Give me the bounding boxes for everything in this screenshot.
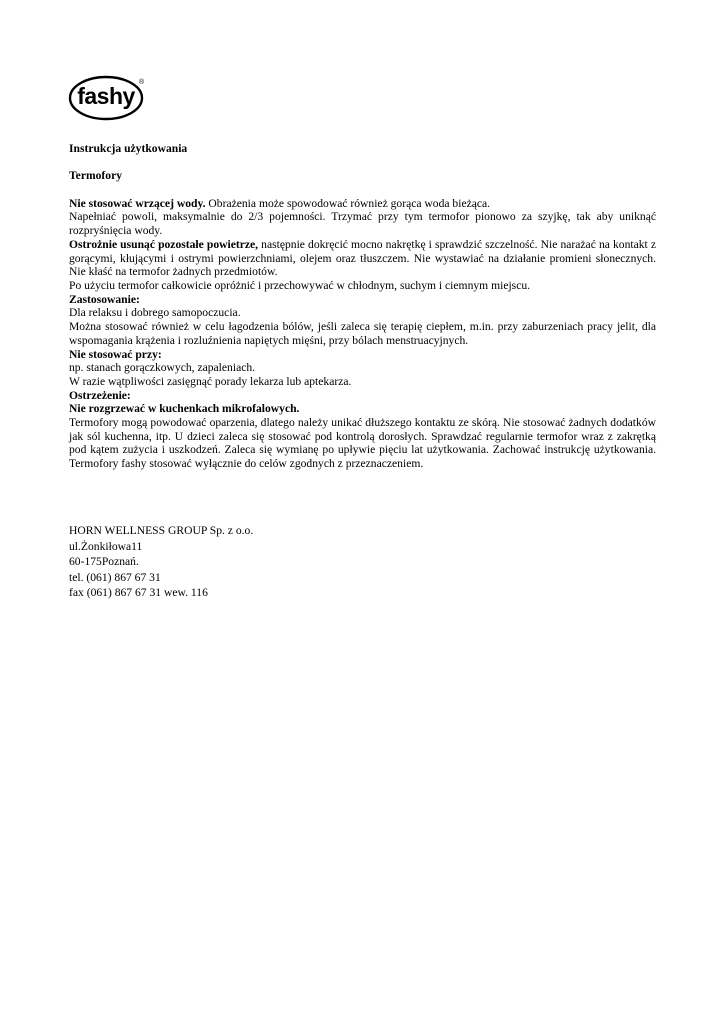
contraindication-line: W razie wątpliwości zasięgnąć porady lekarza lub aptekarza.: [69, 374, 352, 388]
company-name: HORN WELLNESS GROUP Sp. z o.o.: [69, 524, 254, 537]
bold-lead: Nie stosować wrzącej wody.: [69, 196, 206, 210]
paragraph-text: następnie dokręcić mocno nakrętkę i sprawdzić szczelność. Nie narażać na kontakt z gorącymi, kłującymi i ostrymi powierzchniami, olejem oraz tłuszczem. Nie wystawiać na działanie promieni słonecznych. Nie kłaść na termofor żadnych przedmiotów.: [69, 237, 656, 279]
paragraph-filling: Napełniać powoli, maksymalnie do 2/3 pojemności. Trzymać przy tym termofor pionowo za szyjkę, tak aby uniknąć rozpryśnięcia wody.: [69, 210, 656, 238]
instructions-document: [69, 142, 656, 471]
heading-warning: Ostrzeżenie:: [69, 388, 131, 402]
document-title: Instrukcja użytkowania: [69, 142, 188, 155]
company-address: [69, 523, 253, 601]
address-city: 60-175Poznań.: [69, 555, 139, 568]
fax-number: fax (061) 867 67 31 wew. 116: [69, 586, 208, 599]
paragraph-storage: Po użyciu termofor całkowicie opróżnić i przechowywać w chłodnym, suchym i ciemnym miejscu.: [69, 279, 531, 292]
phone-number: tel. (061) 867 67 31: [69, 570, 161, 584]
paragraph-text: Obrażenia może spowodować również gorąca woda bieżąca.: [205, 196, 491, 210]
heading-usage: Zastosowanie:: [69, 292, 140, 306]
warning-text: Termofory mogą powodować oparzenia, dlatego należy unikać dłuższego kontaktu ze skórą. Nie stosować żadnych dodatków jak sól kuchenna, itp. U dzieci zaleca się stosować pod kontrolą dorosłych. Sprawdzać regularnie termofor wraz z zakrętką pod kątem zużycia i uszkodzeń. Zaleca się wymianę po upływie pięciu lat użytkowania. Zachować instrukcję użytkowania. Termofory fashy stosować wyłącznie do celów zgodnych z przeznaczeniem.: [69, 416, 656, 471]
document-subtitle: Termofory: [69, 169, 123, 183]
fashy-logo: [66, 72, 156, 124]
heading-contraindications: Nie stosować przy:: [69, 347, 162, 361]
logo-wordmark: fashy: [77, 83, 135, 109]
registered-mark: ®: [139, 79, 145, 86]
paragraph-no-boiling-water: [69, 197, 656, 211]
address-street: ul.Żonkiłowa11: [69, 539, 143, 553]
contraindication-line: np. stanach gorączkowych, zapaleniach.: [69, 361, 256, 375]
warning-microwave: Nie rozgrzewać w kuchenkach mikrofalowych.: [69, 402, 300, 416]
paragraph-remove-air: [69, 238, 656, 279]
bold-lead: Ostrożnie usunąć pozostałe powietrze,: [69, 237, 259, 251]
usage-line: Można stosować również w celu łagodzenia bólów, jeśli zaleca się terapię ciepłem, m.in. przy zaburzeniach pracy jelit, dla wspomagania krążenia i rozluźnienia napiętych mięśni, przy bólach menstruacyjnych.: [69, 320, 656, 347]
usage-line: Dla relaksu i dobrego samopoczucia.: [69, 306, 241, 320]
